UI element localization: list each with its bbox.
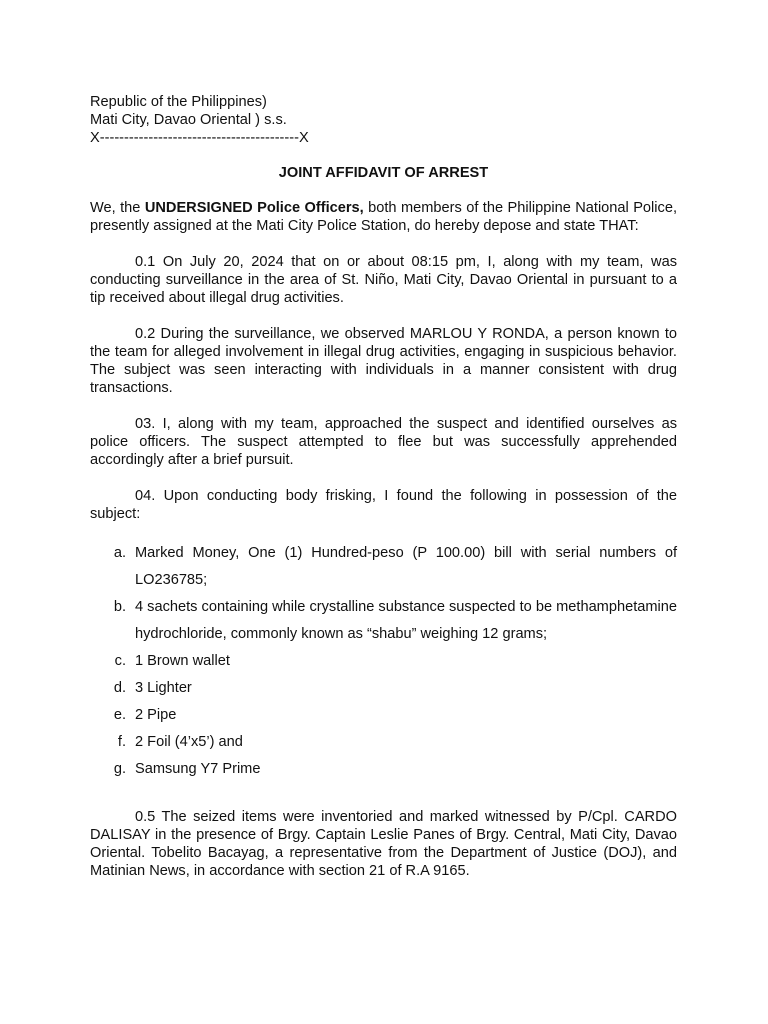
list-marker: e. bbox=[113, 707, 126, 723]
list-marker: a. bbox=[113, 545, 126, 561]
paragraph-0-5: 0.5 The seized items were inventoried and marked witnessed by P/Cpl. CARDO DALISAY in the presence of Brgy. Captain Leslie Panes of Brgy. Central, Mati City, Davao Oriental. Tobelito Bacayag, a representative from the Department of Justice (DOJ), and Matinian News, in accordance with section 21 of R.A 9165. bbox=[90, 809, 677, 879]
list-marker: c. bbox=[114, 653, 126, 669]
case-caption bbox=[90, 93, 677, 147]
list-item bbox=[90, 594, 677, 648]
paragraph-03: 03. I, along with my team, approached the suspect and identified ourselves as police officers. The suspect attempted to flee but was successfully apprehended accordingly after a brief pursuit. bbox=[90, 416, 677, 468]
list-item-text: 4 sachets containing while crystalline substance suspected to be methamphetamine hydrochloride, commonly known as “shabu” weighing 12 grams; bbox=[135, 599, 677, 642]
caption-line-republic: Republic of the Philippines) bbox=[90, 94, 267, 110]
seized-items-list bbox=[90, 540, 677, 783]
document-title: JOINT AFFIDAVIT OF ARREST bbox=[278, 165, 489, 181]
document-body bbox=[90, 93, 677, 880]
intro-post: both members of the Philippine National Police, presently assigned at the Mati City Police Station, do hereby depose and state THAT: bbox=[90, 200, 677, 234]
paragraph-04: 04. Upon conducting body frisking, I found the following in possession of the subject: bbox=[90, 488, 677, 522]
intro-bold: UNDERSIGNED Police Officers, bbox=[144, 200, 364, 216]
list-item-text: 1 Brown wallet bbox=[135, 653, 230, 669]
intro-pre: We, the bbox=[90, 200, 145, 216]
list-item-text: Marked Money, One (1) Hundred-peso (P 100.00) bill with serial numbers of LO236785; bbox=[135, 545, 677, 588]
list-marker: f. bbox=[117, 734, 126, 750]
list-marker: b. bbox=[113, 599, 126, 615]
list-item bbox=[90, 702, 677, 729]
paragraph-0-1: 0.1 On July 20, 2024 that on or about 08:15 pm, I, along with my team, was conducting surveillance in the area of St. Niño, Mati City, Davao Oriental in pursuant to a tip received about illegal drug activities. bbox=[90, 254, 677, 306]
caption-line-venue: Mati City, Davao Oriental ) s.s. bbox=[90, 112, 287, 128]
list-item bbox=[90, 756, 677, 783]
list-marker: d. bbox=[113, 680, 126, 696]
paragraph-0-2: 0.2 During the surveillance, we observed MARLOU Y RONDA, a person known to the team for alleged involvement in illegal drug activities, engaging in suspicious behavior. The subject was seen interacting with individuals in a manner consistent with drug transactions. bbox=[90, 326, 677, 396]
list-item bbox=[90, 675, 677, 702]
intro-paragraph bbox=[90, 199, 677, 235]
caption-line-separator: X-----------------------------------------X bbox=[90, 130, 309, 146]
list-marker: g. bbox=[113, 761, 126, 777]
list-item bbox=[90, 648, 677, 675]
list-item bbox=[90, 729, 677, 756]
list-item-text: 2 Foil (4’x5’) and bbox=[135, 734, 243, 750]
list-item-text: 2 Pipe bbox=[135, 707, 177, 723]
list-item-text: Samsung Y7 Prime bbox=[135, 761, 261, 777]
list-item-text: 3 Lighter bbox=[135, 680, 192, 696]
list-item bbox=[90, 540, 677, 594]
